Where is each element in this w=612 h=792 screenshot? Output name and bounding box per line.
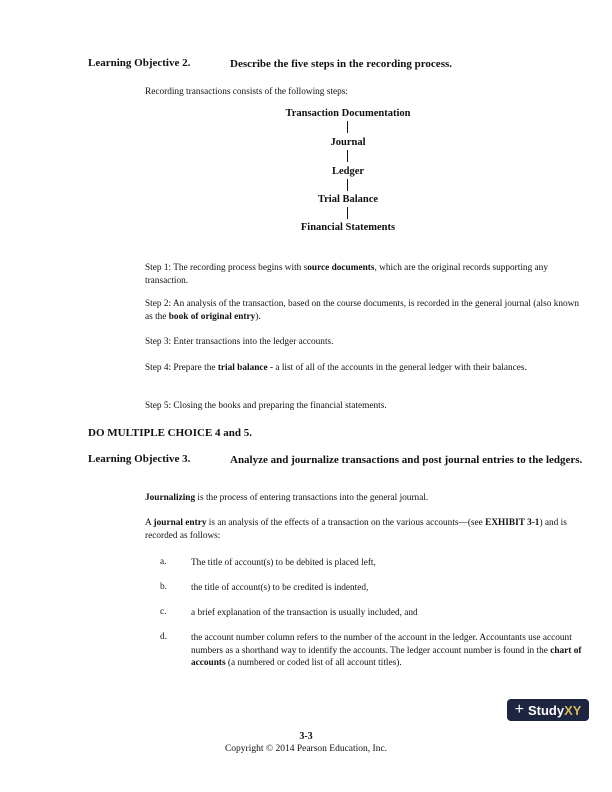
item-b-letter: b. bbox=[160, 582, 167, 592]
flow-connector bbox=[347, 179, 348, 191]
multiple-choice-heading: DO MULTIPLE CHOICE 4 and 5. bbox=[88, 427, 253, 439]
book-of-original-entry-term: book of original entry bbox=[168, 311, 256, 322]
flow-connector bbox=[347, 121, 348, 133]
lo2-title: Describe the five steps in the recording process. bbox=[230, 58, 453, 70]
flow-step-financial-statements: Financial Statements bbox=[300, 222, 396, 233]
step-3: Step 3: Enter transactions into the ledger accounts. bbox=[145, 337, 334, 347]
flow-connector bbox=[347, 150, 348, 162]
plus-icon: + bbox=[514, 701, 524, 718]
page-number: 3-3 bbox=[299, 731, 313, 742]
journalizing-definition: Journalizing is the process of entering transactions into the general journal. bbox=[145, 493, 429, 503]
step-4: Step 4: Prepare the trial balance - a list of all of the accounts in the general ledger with their balances. bbox=[145, 363, 527, 373]
item-c-letter: c. bbox=[160, 607, 167, 617]
item-c-text: a brief explanation of the transaction is usually included, and bbox=[191, 608, 418, 618]
item-a-letter: a. bbox=[160, 557, 167, 567]
lo3-title: Analyze and journalize transactions and post journal entries to the ledgers. bbox=[230, 454, 583, 466]
journalizing-term: Journalizing bbox=[145, 493, 196, 503]
flow-connector bbox=[347, 207, 348, 219]
intro-text: Recording transactions consists of the following steps: bbox=[145, 87, 348, 97]
exhibit-reference: EXHIBIT 3-1 bbox=[485, 518, 540, 528]
step-5: Step 5: Closing the books and preparing the financial statements. bbox=[145, 401, 387, 411]
item-d-letter: d. bbox=[160, 632, 167, 642]
flow-step-journal: Journal bbox=[330, 137, 366, 148]
trial-balance-term: trial balance - bbox=[217, 363, 274, 373]
item-d-text: the account number column refers to the number of the account in the ledger. Accountants use account numbers as a shorthand way to identify the accounts. The ledger account number is found in the chart of accounts (a numbered or coded list of all account titles). bbox=[191, 633, 582, 668]
lo2-label: Learning Objective 2. bbox=[88, 57, 191, 69]
item-b-text: the title of account(s) to be credited is indented, bbox=[191, 583, 369, 593]
lo3-label: Learning Objective 3. bbox=[88, 453, 191, 465]
flow-step-trial-balance: Trial Balance bbox=[317, 194, 379, 205]
item-a-text: The title of account(s) to be debited is placed left, bbox=[191, 558, 376, 568]
journal-entry-term: journal entry bbox=[153, 518, 207, 528]
step-1: Step 1: The recording process begins with source documents, which are the original records supporting any transaction. bbox=[145, 263, 548, 286]
copyright: Copyright © 2014 Pearson Education, Inc. bbox=[224, 744, 388, 754]
chart-of-accounts-term: chart of accounts bbox=[191, 645, 582, 668]
studyxy-logo: + Study XY bbox=[507, 699, 589, 721]
step-2: Step 2: An analysis of the transaction, based on the course documents, is recorded in the general journal (also known as the book of original entry). bbox=[145, 299, 579, 322]
source-documents-term: ource documents bbox=[307, 263, 375, 273]
journal-entry-definition: A journal entry is an analysis of the effects of a transaction on the various accounts—(see EXHIBIT 3-1) and is recorded as follows: bbox=[145, 518, 567, 541]
flow-step-transaction-documentation: Transaction Documentation bbox=[285, 108, 411, 119]
flow-step-ledger: Ledger bbox=[331, 166, 365, 177]
